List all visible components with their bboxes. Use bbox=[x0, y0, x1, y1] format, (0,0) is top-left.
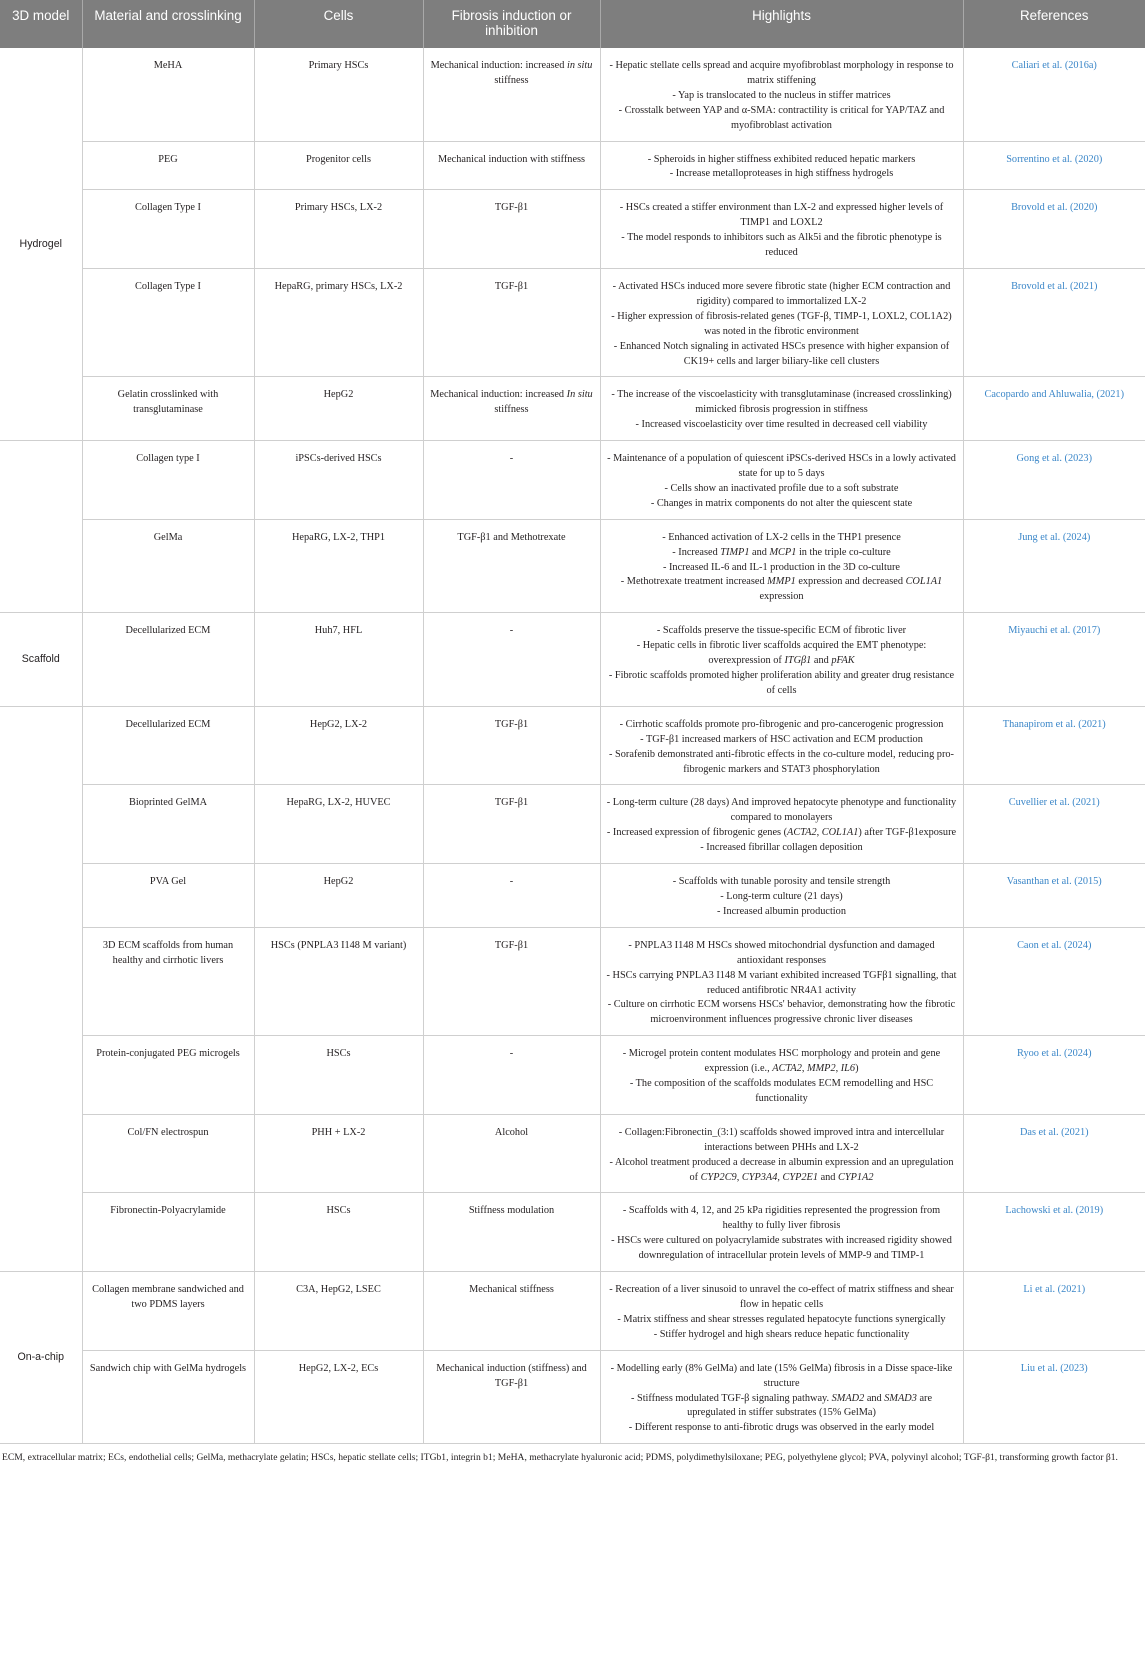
cell-induction: - bbox=[423, 864, 600, 928]
cell-induction: - bbox=[423, 1036, 600, 1115]
cell-cells: HepG2, LX-2 bbox=[254, 706, 423, 785]
cell-material: Collagen Type I bbox=[82, 190, 254, 269]
table-row bbox=[0, 1272, 1145, 1351]
highlight-item: - Increased fibrillar collagen deposition bbox=[700, 842, 863, 854]
highlight-item: - HSCs carrying PNPLA3 I148 M variant exhibited increased TGFβ1 signalling, that reduced antifibrotic NR4A1 activity bbox=[606, 969, 957, 996]
highlight-item: - Methotrexate treatment increased MMP1 expression and decreased COL1A1 expression bbox=[620, 576, 943, 603]
cell-3d-model: Hydrogel bbox=[0, 48, 82, 441]
cell-reference bbox=[963, 190, 1145, 269]
cell-cells: HSCs bbox=[254, 1036, 423, 1115]
table-row bbox=[0, 1114, 1145, 1193]
header-highlights: Highlights bbox=[600, 0, 963, 48]
table-row bbox=[0, 864, 1145, 928]
cell-induction: Mechanical induction: increased In situ stiffness bbox=[423, 377, 600, 441]
cell-highlights bbox=[600, 1036, 963, 1115]
highlight-item: - Increased viscoelasticity over time resulted in decreased cell viability bbox=[635, 419, 928, 431]
highlight-item: - HSCs created a stiffer environment than LX-2 and expressed higher levels of TIMP1 and LOXL2 bbox=[619, 202, 944, 229]
cell-cells: Huh7, HFL bbox=[254, 613, 423, 707]
cell-reference bbox=[963, 706, 1145, 785]
highlight-item: - Sorafenib demonstrated anti-fibrotic effects in the co-culture model, reducing pro-fibrogenic markers and STAT3 phosphorylation bbox=[609, 748, 954, 775]
cell-reference bbox=[963, 1114, 1145, 1193]
highlight-item: - Cirrhotic scaffolds promote pro-fibrogenic and pro-cancerogenic progression bbox=[619, 718, 944, 730]
reference-link[interactable]: Brovold et al. (2020) bbox=[1011, 202, 1098, 214]
highlight-item: - The increase of the viscoelasticity with transglutaminase (increased crosslinking) mimicked fibrosis progression in stiffness bbox=[611, 389, 952, 416]
reference-link[interactable]: Vasanthan et al. (2015) bbox=[1006, 876, 1102, 888]
table-row bbox=[0, 706, 1145, 785]
table-row bbox=[0, 1193, 1145, 1272]
highlight-item: - Modelling early (8% GelMa) and late (15% GelMa) fibrosis in a Disse space-like structure bbox=[610, 1362, 953, 1389]
cell-highlights bbox=[600, 613, 963, 707]
highlight-item: - Different response to anti-fibrotic drugs was observed in the early model bbox=[628, 1422, 935, 1434]
cell-cells: HepaRG, LX-2, THP1 bbox=[254, 519, 423, 613]
table-row bbox=[0, 1350, 1145, 1444]
reference-link[interactable]: Miyauchi et al. (2017) bbox=[1008, 625, 1101, 637]
cell-material: Sandwich chip with GelMa hydrogels bbox=[82, 1350, 254, 1444]
reference-link[interactable]: Cacopardo and Ahluwalia, (2021) bbox=[984, 389, 1125, 401]
cell-material: Collagen membrane sandwiched and two PDMS layers bbox=[82, 1272, 254, 1351]
table-row bbox=[0, 927, 1145, 1035]
highlight-item: - Increased expression of fibrogenic genes (ACTA2, COL1A1) after TGF-β1exposure bbox=[606, 827, 957, 839]
cell-cells: HepG2, LX-2, ECs bbox=[254, 1350, 423, 1444]
cell-material: Decellularized ECM bbox=[82, 613, 254, 707]
cell-induction: TGF-β1 and Methotrexate bbox=[423, 519, 600, 613]
highlight-item: - PNPLA3 I148 M HSCs showed mitochondrial dysfunction and damaged antioxidant responses bbox=[628, 939, 935, 966]
cell-reference bbox=[963, 519, 1145, 613]
cell-reference bbox=[963, 1193, 1145, 1272]
cell-material: 3D ECM scaffolds from human healthy and cirrhotic livers bbox=[82, 927, 254, 1035]
cell-material: Collagen type I bbox=[82, 441, 254, 520]
cell-highlights bbox=[600, 519, 963, 613]
cell-highlights bbox=[600, 785, 963, 864]
cell-highlights bbox=[600, 190, 963, 269]
reference-link[interactable]: Thanapirom et al. (2021) bbox=[1002, 718, 1106, 730]
table-footnote: ECM, extracellular matrix; ECs, endothelial cells; GelMa, methacrylate gelatin; HSCs, hepatic stellate cells; ITGb1, integrin b1; MeHA, methacrylate hyaluronic acid; PDMS, polydimethylsiloxane; PEG, polyethylene glycol; PVA, polyvinyl alcohol; TGF-β1, transforming growth factor β1. bbox=[2, 1452, 1118, 1464]
cell-material: PVA Gel bbox=[82, 864, 254, 928]
cell-cells: HepaRG, primary HSCs, LX-2 bbox=[254, 268, 423, 376]
highlight-item: - Stiffer hydrogel and high shears reduce hepatic functionality bbox=[653, 1328, 910, 1340]
highlight-item: - Enhanced Notch signaling in activated HSCs presence with higher expansion of CK19+ cells and larger biliary-like cell clusters bbox=[613, 340, 950, 367]
highlight-item: - Yap is translocated to the nucleus in stiffer matrices bbox=[672, 89, 891, 101]
reference-link[interactable]: Brovold et al. (2021) bbox=[1011, 280, 1098, 292]
header-references: References bbox=[963, 0, 1145, 48]
cell-cells: PHH + LX-2 bbox=[254, 1114, 423, 1193]
cell-cells: Primary HSCs bbox=[254, 48, 423, 141]
cell-highlights bbox=[600, 927, 963, 1035]
cell-material: Decellularized ECM bbox=[82, 706, 254, 785]
cell-3d-model: Scaffold bbox=[0, 613, 82, 707]
table-body bbox=[0, 48, 1145, 1444]
header-material: Material and crosslinking bbox=[82, 0, 254, 48]
cell-reference bbox=[963, 48, 1145, 141]
reference-link[interactable]: Jung et al. (2024) bbox=[1018, 531, 1091, 543]
cell-3d-model: On-a-chip bbox=[0, 1272, 82, 1444]
cell-3d-model bbox=[0, 706, 82, 1271]
header-row bbox=[0, 0, 1145, 48]
cell-induction: Mechanical induction (stiffness) and TGF-β1 bbox=[423, 1350, 600, 1444]
cell-reference bbox=[963, 141, 1145, 190]
cell-cells: HepaRG, LX-2, HUVEC bbox=[254, 785, 423, 864]
highlight-item: - Recreation of a liver sinusoid to unravel the co-effect of matrix stiffness and shear flow in hepatic cells bbox=[609, 1284, 954, 1310]
table-row bbox=[0, 141, 1145, 190]
highlight-item: - Increase metalloproteases in high stiffness hydrogels bbox=[669, 168, 894, 180]
cell-material: GelMa bbox=[82, 519, 254, 613]
cell-material: Collagen Type I bbox=[82, 268, 254, 376]
highlight-item: - Hepatic cells in fibrotic liver scaffolds acquired the EMT phenotype: overexpression of ITGβ1 and pFAK bbox=[636, 640, 927, 667]
cell-cells: iPSCs-derived HSCs bbox=[254, 441, 423, 520]
highlight-item: - Fibrotic scaffolds promoted higher proliferation ability and greater drug resistance of cells bbox=[608, 670, 955, 696]
reference-link[interactable]: Liu et al. (2023) bbox=[1020, 1362, 1088, 1374]
cell-reference bbox=[963, 268, 1145, 376]
reference-link[interactable]: Sorrentino et al. (2020) bbox=[1006, 153, 1103, 165]
highlight-item: - Hepatic stellate cells spread and acquire myofibroblast morphology in response to matrix stiffening bbox=[609, 60, 954, 86]
cell-induction: TGF-β1 bbox=[423, 706, 600, 785]
highlight-item: - Collagen:Fibronectin_(3:1) scaffolds showed improved intra and intercellular interactions between PHHs and LX-2 bbox=[618, 1126, 945, 1153]
header-3d-model: 3D model bbox=[0, 0, 82, 48]
highlight-item: - Changes in matrix components do not alter the quiescent state bbox=[650, 497, 913, 509]
highlight-item: - Cells show an inactivated profile due to a soft substrate bbox=[664, 482, 899, 494]
cell-cells: C3A, HepG2, LSEC bbox=[254, 1272, 423, 1351]
cell-cells: Primary HSCs, LX-2 bbox=[254, 190, 423, 269]
highlight-item: - Higher expression of fibrosis-related genes (TGF-β, TIMP-1, LOXL2, COL1A2) was noted in the fibrotic environment bbox=[611, 310, 952, 337]
header-cells: Cells bbox=[254, 0, 423, 48]
cell-reference bbox=[963, 1350, 1145, 1444]
cell-material: Gelatin crosslinked with transglutaminase bbox=[82, 377, 254, 441]
cell-cells: HepG2 bbox=[254, 377, 423, 441]
cell-reference bbox=[963, 864, 1145, 928]
cell-reference bbox=[963, 1272, 1145, 1351]
highlight-item: - Scaffolds preserve the tissue-specific ECM of fibrotic liver bbox=[656, 625, 907, 637]
highlight-item: - The composition of the scaffolds modulates ECM remodelling and HSC functionality bbox=[629, 1078, 934, 1104]
cell-material: PEG bbox=[82, 141, 254, 190]
highlight-item: - Increased TIMP1 and MCP1 in the triple co-culture bbox=[672, 546, 891, 558]
cell-induction: TGF-β1 bbox=[423, 190, 600, 269]
highlight-item: - Enhanced activation of LX-2 cells in the THP1 presence bbox=[662, 531, 901, 543]
highlight-item: - The model responds to inhibitors such as Alk5i and the fibrotic phenotype is reduced bbox=[621, 232, 942, 259]
table-row bbox=[0, 785, 1145, 864]
cell-cells: HepG2 bbox=[254, 864, 423, 928]
highlight-item: - Increased IL-6 and IL-1 production in the 3D co-culture bbox=[662, 561, 901, 573]
cell-induction: Mechanical stiffness bbox=[423, 1272, 600, 1351]
table-row bbox=[0, 441, 1145, 520]
highlight-item: - Activated HSCs induced more severe fibrotic state (higher ECM contraction and rigidity) compared to immortalized LX-2 bbox=[612, 280, 951, 307]
cell-reference bbox=[963, 927, 1145, 1035]
highlight-item: - Increased albumin production bbox=[717, 905, 846, 917]
cell-induction: - bbox=[423, 441, 600, 520]
reference-link[interactable]: Das et al. (2021) bbox=[1019, 1126, 1089, 1138]
cell-highlights bbox=[600, 48, 963, 141]
reference-link[interactable]: Li et al. (2021) bbox=[1023, 1284, 1086, 1296]
highlight-item: - Scaffolds with 4, 12, and 25 kPa rigidities represented the progression from healthy to fully liver fibrosis bbox=[622, 1205, 941, 1232]
cell-highlights bbox=[600, 1114, 963, 1193]
cell-3d-model bbox=[0, 441, 82, 613]
highlight-item: - Stiffness modulated TGF-β signaling pathway. SMAD2 and SMAD3 are upregulated in stiffer substrates (15% GelMa) bbox=[630, 1392, 933, 1419]
highlight-item: - Long-term culture (21 days) bbox=[720, 890, 843, 902]
cell-highlights bbox=[600, 141, 963, 190]
highlight-item: - Scaffolds with tunable porosity and tensile strength bbox=[672, 876, 891, 888]
highlight-item: - Maintenance of a population of quiescent iPSCs-derived HSCs in a lowly activated state for up to 5 days bbox=[607, 453, 956, 480]
cell-highlights bbox=[600, 1193, 963, 1272]
cell-induction: Mechanical induction with stiffness bbox=[423, 141, 600, 190]
highlight-item: - Crosstalk between YAP and α-SMA: contractility is critical for YAP/TAZ and myofibroblast activation bbox=[618, 104, 945, 131]
cell-induction: TGF-β1 bbox=[423, 927, 600, 1035]
table-row bbox=[0, 48, 1145, 141]
cell-highlights bbox=[600, 1350, 963, 1444]
cell-highlights bbox=[600, 441, 963, 520]
cell-cells: HSCs bbox=[254, 1193, 423, 1272]
cell-cells: HSCs (PNPLA3 I148 M variant) bbox=[254, 927, 423, 1035]
reference-link[interactable]: Caon et al. (2024) bbox=[1017, 939, 1092, 951]
cell-highlights bbox=[600, 1272, 963, 1351]
cell-reference bbox=[963, 613, 1145, 707]
cell-highlights bbox=[600, 268, 963, 376]
cell-induction: Mechanical induction: increased in situ stiffness bbox=[423, 48, 600, 141]
reference-link[interactable]: Cuvellier et al. (2021) bbox=[1008, 797, 1100, 809]
cell-material: MeHA bbox=[82, 48, 254, 141]
table-row bbox=[0, 1036, 1145, 1115]
highlight-item: - Long-term culture (28 days) And improved hepatocyte phenotype and functionality compared to monolayers bbox=[606, 797, 957, 824]
cell-induction: Stiffness modulation bbox=[423, 1193, 600, 1272]
reference-link[interactable]: Caliari et al. (2016a) bbox=[1011, 60, 1097, 71]
highlight-item: - Culture on cirrhotic ECM worsens HSCs' behavior, demonstrating how the fibrotic microenvironment influences progressive chronic liver diseases bbox=[607, 999, 956, 1026]
table-row bbox=[0, 190, 1145, 269]
table-row bbox=[0, 613, 1145, 707]
highlight-item: - Spheroids in higher stiffness exhibited reduced hepatic markers bbox=[647, 153, 916, 165]
table-row bbox=[0, 377, 1145, 441]
cell-reference bbox=[963, 441, 1145, 520]
cell-cells: Progenitor cells bbox=[254, 141, 423, 190]
cell-induction: Alcohol bbox=[423, 1114, 600, 1193]
cell-material: Fibronectin-Polyacrylamide bbox=[82, 1193, 254, 1272]
highlight-item: - Microgel protein content modulates HSC morphology and protein and gene expression (i.e., ACTA2, MMP2, IL6) bbox=[622, 1048, 941, 1075]
cell-material: Bioprinted GelMA bbox=[82, 785, 254, 864]
cell-material: Protein-conjugated PEG microgels bbox=[82, 1036, 254, 1115]
cell-highlights bbox=[600, 864, 963, 928]
reference-link[interactable]: Lachowski et al. (2019) bbox=[1005, 1205, 1104, 1217]
highlight-item: - HSCs were cultured on polyacrylamide substrates with increased rigidity showed downregulation of intracellular protein levels of MMP-9 and TIMP-1 bbox=[611, 1235, 952, 1262]
highlight-item: - TGF-β1 increased markers of HSC activation and ECM production bbox=[640, 733, 923, 745]
cell-highlights bbox=[600, 377, 963, 441]
table-row bbox=[0, 519, 1145, 613]
cell-induction: - bbox=[423, 613, 600, 707]
header-fibrosis-induction: Fibrosis induction or inhibition bbox=[423, 0, 600, 48]
cell-reference bbox=[963, 1036, 1145, 1115]
highlight-item: - Alcohol treatment produced a decrease in albumin expression and an upregulation of CYP2C9, CYP3A4, CYP2E1 and CYP1A2 bbox=[609, 1156, 954, 1183]
cell-induction: TGF-β1 bbox=[423, 785, 600, 864]
cell-reference bbox=[963, 377, 1145, 441]
cell-highlights bbox=[600, 706, 963, 785]
table-row bbox=[0, 268, 1145, 376]
highlight-item: - Matrix stiffness and shear stresses regulated hepatocyte functions synergically bbox=[617, 1313, 946, 1325]
reference-link[interactable]: Gong et al. (2023) bbox=[1016, 453, 1092, 465]
reference-link[interactable]: Ryoo et al. (2024) bbox=[1016, 1048, 1092, 1060]
cell-reference bbox=[963, 785, 1145, 864]
cell-induction: TGF-β1 bbox=[423, 268, 600, 376]
cell-material: Col/FN electrospun bbox=[82, 1114, 254, 1193]
